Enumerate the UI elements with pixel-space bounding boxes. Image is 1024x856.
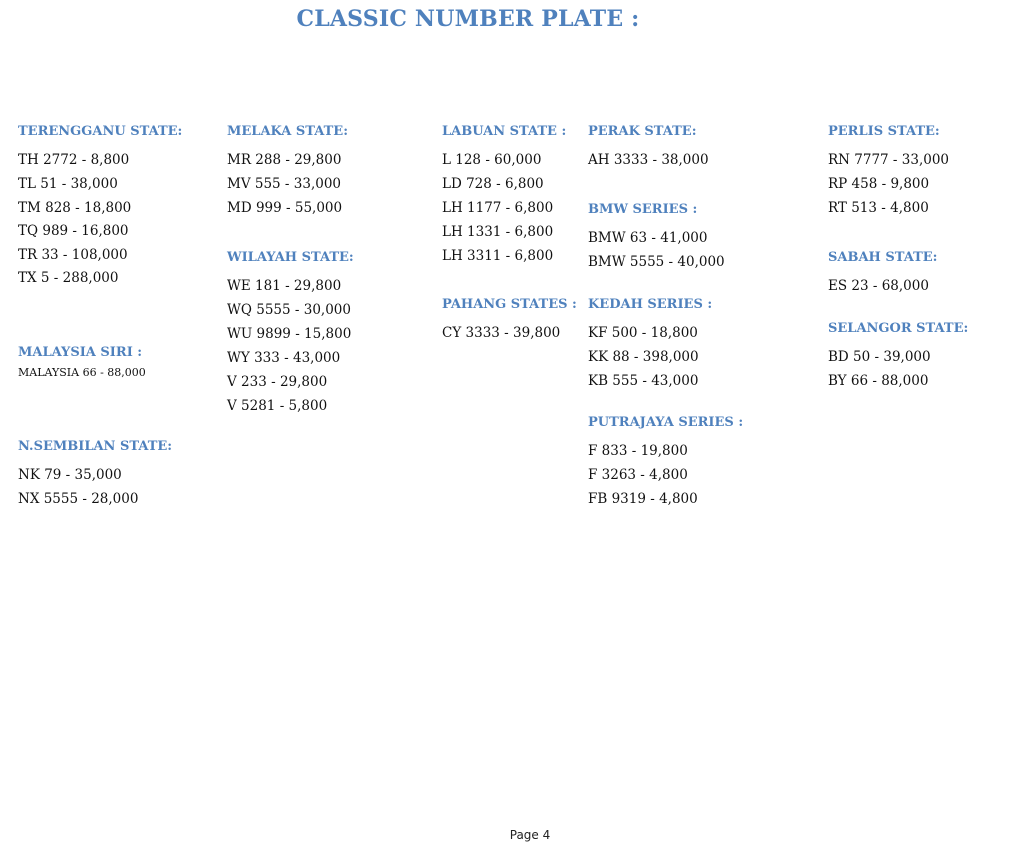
section-heading: PERLIS STATE: xyxy=(828,124,940,139)
section-selangor xyxy=(828,321,968,393)
section-pahang xyxy=(442,297,577,345)
plate-entry: RT 513 - 4,800 xyxy=(828,200,929,216)
plate-entry: WU 9899 - 15,800 xyxy=(227,326,352,342)
plate-entry: WY 333 - 43,000 xyxy=(227,350,341,366)
plate-entry: V 233 - 29,800 xyxy=(227,374,328,390)
plate-entry: RP 458 - 9,800 xyxy=(828,176,930,192)
plate-entry: F 833 - 19,800 xyxy=(588,443,688,459)
plate-entry: BMW 5555 - 40,000 xyxy=(588,254,725,270)
section-heading: SELANGOR STATE: xyxy=(828,321,969,336)
section-heading: PAHANG STATES : xyxy=(442,297,577,312)
plate-entry: L 128 - 60,000 xyxy=(442,152,542,168)
plate-entry: BMW 63 - 41,000 xyxy=(588,230,708,246)
section-perlis xyxy=(828,124,949,220)
plate-entry: KK 88 - 398,000 xyxy=(588,349,699,365)
plate-entry: TH 2772 - 8,800 xyxy=(18,152,130,168)
plate-entry: FB 9319 - 4,800 xyxy=(588,491,698,507)
section-heading: TERENGGANU STATE: xyxy=(18,124,183,139)
section-heading: MALAYSIA SIRI : xyxy=(18,345,143,360)
section-heading: SABAH STATE: xyxy=(828,250,938,265)
plate-entry: TR 33 - 108,000 xyxy=(18,246,128,263)
section-heading: BMW SERIES : xyxy=(588,202,698,217)
section-heading: KEDAH SERIES : xyxy=(588,297,713,312)
section-melaka xyxy=(227,124,348,220)
section-terengganu xyxy=(18,124,182,291)
section-heading: PERAK STATE: xyxy=(588,124,697,139)
plate-entry: MALAYSIA 66 - 88,000 xyxy=(18,366,146,379)
section-bmw xyxy=(588,202,725,274)
plate-entry: BD 50 - 39,000 xyxy=(828,349,931,365)
section-wilayah xyxy=(227,250,354,418)
page-number: Page 4 xyxy=(509,828,551,842)
section-heading: PUTRAJAYA SERIES : xyxy=(588,415,744,430)
plate-entry: NX 5555 - 28,000 xyxy=(18,491,139,507)
plate-entry: ES 23 - 68,000 xyxy=(828,278,929,294)
plate-entry: TQ 989 - 16,800 xyxy=(18,223,129,239)
plate-entry: LH 3311 - 6,800 xyxy=(442,248,554,264)
section-labuan xyxy=(442,124,566,268)
plate-entry: F 3263 - 4,800 xyxy=(588,467,688,483)
plate-entry: KB 555 - 43,000 xyxy=(588,373,699,389)
plate-entry: LD 728 - 6,800 xyxy=(442,176,544,192)
plate-entry: LH 1177 - 6,800 xyxy=(442,200,554,216)
plate-entry: RN 7777 - 33,000 xyxy=(828,152,950,168)
plate-entry: KF 500 - 18,800 xyxy=(588,325,698,341)
section-heading: WILAYAH STATE: xyxy=(227,250,354,265)
plate-entry: BY 66 - 88,000 xyxy=(828,373,929,389)
plate-entry: MV 555 - 33,000 xyxy=(227,176,342,192)
section-nsembilan xyxy=(18,439,172,511)
plate-entry: MR 288 - 29,800 xyxy=(227,152,342,168)
section-malaysia-siri xyxy=(18,345,146,381)
section-heading: MELAKA STATE: xyxy=(227,124,349,139)
plate-entry: WQ 5555 - 30,000 xyxy=(227,302,351,318)
plate-entry: CY 3333 - 39,800 xyxy=(442,325,561,341)
plate-entry: AH 3333 - 38,000 xyxy=(588,152,709,168)
section-kedah xyxy=(588,297,712,393)
plate-entry: TM 828 - 18,800 xyxy=(18,200,132,216)
plate-entry: WE 181 - 29,800 xyxy=(227,278,342,294)
page-title: CLASSIC NUMBER PLATE : xyxy=(296,6,640,32)
section-putrajaya xyxy=(588,415,743,511)
section-heading: N.SEMBILAN STATE: xyxy=(18,439,173,454)
plate-entry: LH 1331 - 6,800 xyxy=(442,224,554,240)
section-heading: LABUAN STATE : xyxy=(442,124,567,139)
section-sabah xyxy=(828,250,937,298)
plate-entry: TL 51 - 38,000 xyxy=(18,176,118,192)
plate-entry: MD 999 - 55,000 xyxy=(227,200,343,216)
plate-entry: V 5281 - 5,800 xyxy=(227,398,328,414)
plate-entry: TX 5 - 288,000 xyxy=(18,270,119,286)
plate-entry: NK 79 - 35,000 xyxy=(18,467,122,483)
section-perak xyxy=(588,124,709,172)
